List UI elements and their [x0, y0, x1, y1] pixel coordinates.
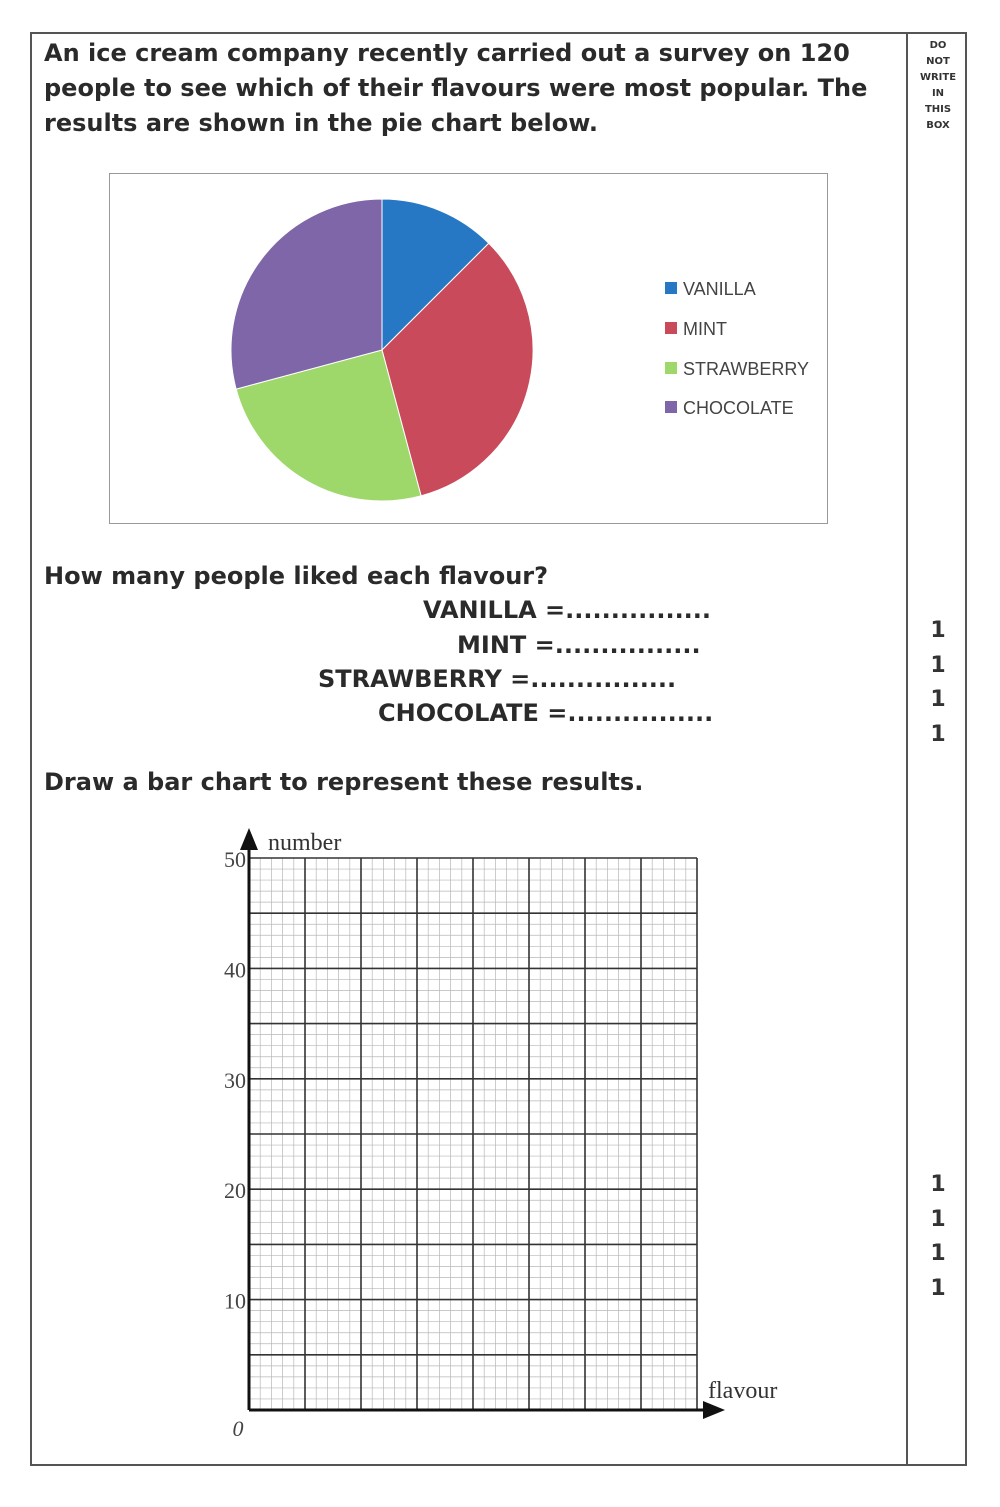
y-tick-label: 40 — [224, 957, 246, 983]
answer-vanilla[interactable]: VANILLA =................ — [423, 596, 712, 624]
answer-strawberry[interactable]: STRAWBERRY =................ — [318, 665, 677, 693]
y-tick-label: 20 — [224, 1178, 246, 1204]
origin-label: 0 — [232, 1416, 244, 1441]
legend-label: STRAWBERRY — [683, 359, 810, 379]
legend-label: CHOCOLATE — [683, 398, 794, 418]
answer-mint[interactable]: MINT =................ — [457, 631, 701, 659]
mark-b4: 1 — [930, 1276, 946, 1301]
margin-header-line: THIS — [924, 104, 952, 115]
mark-b1: 1 — [930, 1172, 946, 1197]
mark-b3: 1 — [930, 1241, 946, 1266]
legend-label: MINT — [683, 319, 727, 339]
y-axis-label: number — [268, 830, 342, 856]
margin-header-line: NOT — [926, 56, 950, 67]
x-axis-label: flavour — [708, 1378, 778, 1404]
y-tick-label: 30 — [224, 1067, 246, 1093]
y-tick-label: 50 — [224, 847, 246, 872]
margin-header-line: WRITE — [919, 72, 957, 83]
mark-a3: 1 — [930, 687, 946, 712]
mark-a4: 1 — [930, 722, 946, 747]
margin-header-line: DO — [929, 40, 947, 51]
question-part-b: Draw a bar chart to represent these results. — [44, 768, 644, 796]
mark-b2: 1 — [930, 1207, 946, 1232]
y-tick-label: 10 — [224, 1288, 246, 1314]
question-part-a: How many people liked each flavour? — [44, 562, 549, 590]
mark-a1: 1 — [930, 618, 946, 643]
legend-label: VANILLA — [683, 279, 756, 299]
margin-header-line: BOX — [926, 120, 950, 131]
margin-header-line: IN — [931, 88, 945, 99]
mark-a2: 1 — [930, 653, 946, 678]
answer-chocolate[interactable]: CHOCOLATE =................ — [378, 699, 714, 727]
question-intro: An ice cream company recently carried out a survey on 120 people to see which of their flavours were most popular. The results are shown in the pie chart below. — [44, 39, 868, 137]
